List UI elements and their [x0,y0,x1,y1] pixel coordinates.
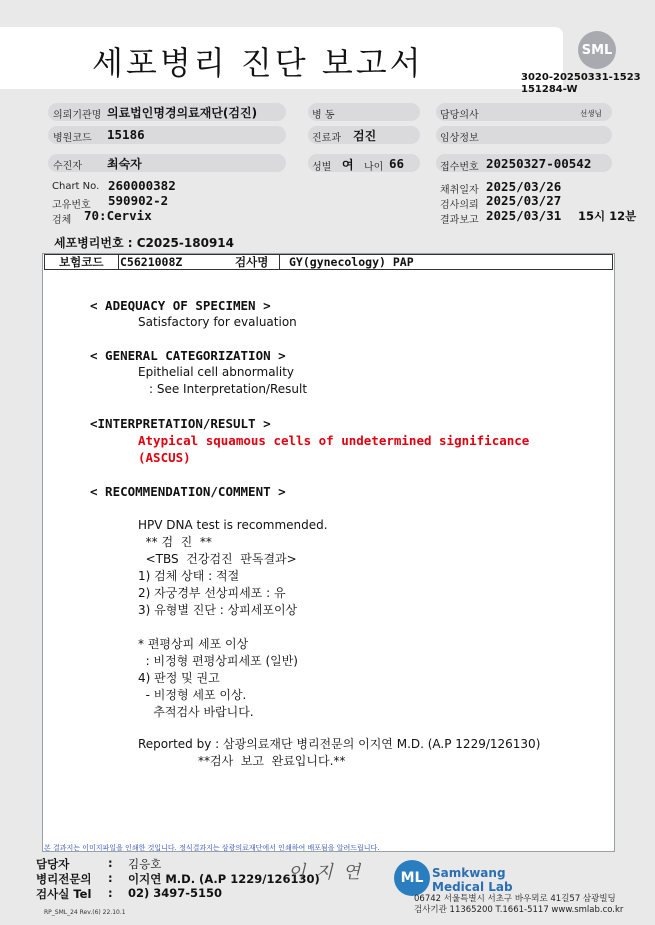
hospital-code-label: 병원코드 [53,133,92,144]
request-value: 2025/03/27 [486,193,562,208]
request-label: 검사의뢰 [440,200,479,211]
patient-label: 수진자 [53,161,82,172]
general-title: < GENERAL CATEGORIZATION > [90,348,286,363]
recommendation-lines [138,500,328,738]
print-notice: 본 결과지는 이미지파일을 인쇄한 것입니다. 정식결과지는 삼광의료재단에서 인쇄하여 배포됨을 알려드립니다. [44,844,380,852]
rec-line: 1) 검체 상태 : 적절 [138,569,240,583]
samkwang-logo-icon: ML [394,860,430,896]
pathology-number: 세포병리번호 : C2025-180914 [54,236,234,250]
test-label: 검사명 [235,255,269,269]
insurance-label: 보험코드 [59,255,104,269]
institution-label: 의뢰기관명 [53,110,102,121]
rec-line: 4) 판정 및 권고 [138,671,220,685]
brand-line1: Samkwang [432,866,506,880]
rec-line: HPV DNA test is recommended. [138,518,328,532]
hospital-code-value: 15186 [107,127,145,142]
pathologist-signature: 이지연 [288,862,371,883]
interpretation-text2: (ASCUS) [138,450,191,465]
chart-label: Chart No. [52,181,100,192]
colon: : [108,856,113,870]
report-time: 15시 12분 [578,209,637,223]
specimen-value: 70:Cervix [84,208,152,223]
doctor-label: 담당의사 [440,110,479,121]
rec-line: ** 검 진 ** [138,535,212,549]
address-line2: 검사기관 11365200 T.1661-5117 www.smlab.co.kr [414,905,624,915]
pathologist-value: 이지연 M.D. (A.P 1229/126130) [128,872,320,886]
pathologist-label: 병리전문의 [36,872,92,886]
rec-line: - 비정형 세포 이상. [138,688,247,702]
document-id [521,72,641,96]
rec-line: 2) 자궁경부 선상피세포 : 유 [138,586,286,600]
page-title: 세포병리 진단 보고서 [92,44,424,82]
receipt-label: 접수번호 [440,162,479,173]
address-line1: 06742 서울특별시 서초구 바우뫼로 41길57 삼광빌딩 [414,894,616,904]
general-text1: Epithelial cell abnormality [138,365,295,379]
sml-logo-icon: SML [578,31,616,69]
collect-label: 채취일자 [440,185,479,196]
test-value: GY(gynecology) PAP [289,255,414,269]
lab-tel-value: 02) 3497-5150 [128,886,223,900]
lab-address [414,894,623,916]
brand-name [432,866,513,894]
collect-value: 2025/03/26 [486,179,562,194]
ward-label: 병 동 [312,110,335,121]
unique-label: 고유번호 [52,200,91,211]
adequacy-text: Satisfactory for evaluation [138,315,297,329]
recommendation-title: < RECOMMENDATION/COMMENT > [90,484,286,499]
rec-line: 추적검사 바랍니다. [138,705,254,719]
general-text2 [138,381,307,398]
receipt-value: 20250327-00542 [486,156,592,171]
patient-value: 최숙자 [107,157,142,171]
manager-label: 담당자 [36,857,70,871]
dept-label: 진료과 [312,133,341,144]
colon: : [108,871,113,885]
dept-value: 검진 [353,129,377,143]
unique-value: 590902-2 [108,193,169,208]
sex-value: 여 [342,158,354,172]
interpretation-text1: Atypical squamous cells of undetermined significance [138,433,530,448]
report-date-label: 결과보고 [440,215,479,226]
insurance-value: C5621008Z [120,255,183,269]
sex-label: 성별 [312,162,332,173]
lab-tel-label: 검사실 Tel [36,887,92,901]
general-text2-inner: : See Interpretation/Result [149,382,308,396]
manager-value: 김응호 [128,857,162,871]
chart-value: 260000382 [108,178,176,193]
document-id-line2: 151284-W [521,84,578,95]
specimen-label: 검체 [52,215,72,226]
doctor-value: 선생님 [580,109,602,118]
reported-by: Reported by : 삼광의료재단 병리전문의 이지연 M.D. (A.P 1229/126130) [138,737,541,751]
patient-pill [48,154,286,172]
age-value: 66 [389,156,405,171]
form-code: RP_SML_24 Rev.(6) 22.10.1 [44,909,126,916]
colon: : [108,886,113,900]
rec-line: * 편평상피 세포 이상 [138,637,249,651]
age-label: 나이 [364,162,384,173]
brand-line2: Medical Lab [432,880,513,894]
report-date-value: 2025/03/31 [486,208,562,223]
rec-line: <TBS 건강검진 판독결과> [138,552,297,566]
code-bar [44,254,613,270]
rec-line: 3) 유형별 진단 : 상피세포이상 [138,603,298,617]
rec-line: : 비정형 편평상피세포 (일반) [138,654,298,668]
adequacy-title: < ADEQUACY OF SPECIMEN > [90,298,271,313]
institution-value: 의료법인명경의료재단(검진) [107,106,258,120]
rec-line [138,619,328,636]
clinical-label: 임상정보 [440,133,479,144]
interpretation-title: <INTERPRETATION/RESULT > [90,416,271,431]
document-id-line1: 3020-20250331-1523 [521,72,641,83]
report-complete: **검사 보고 완료입니다.** [198,754,346,768]
